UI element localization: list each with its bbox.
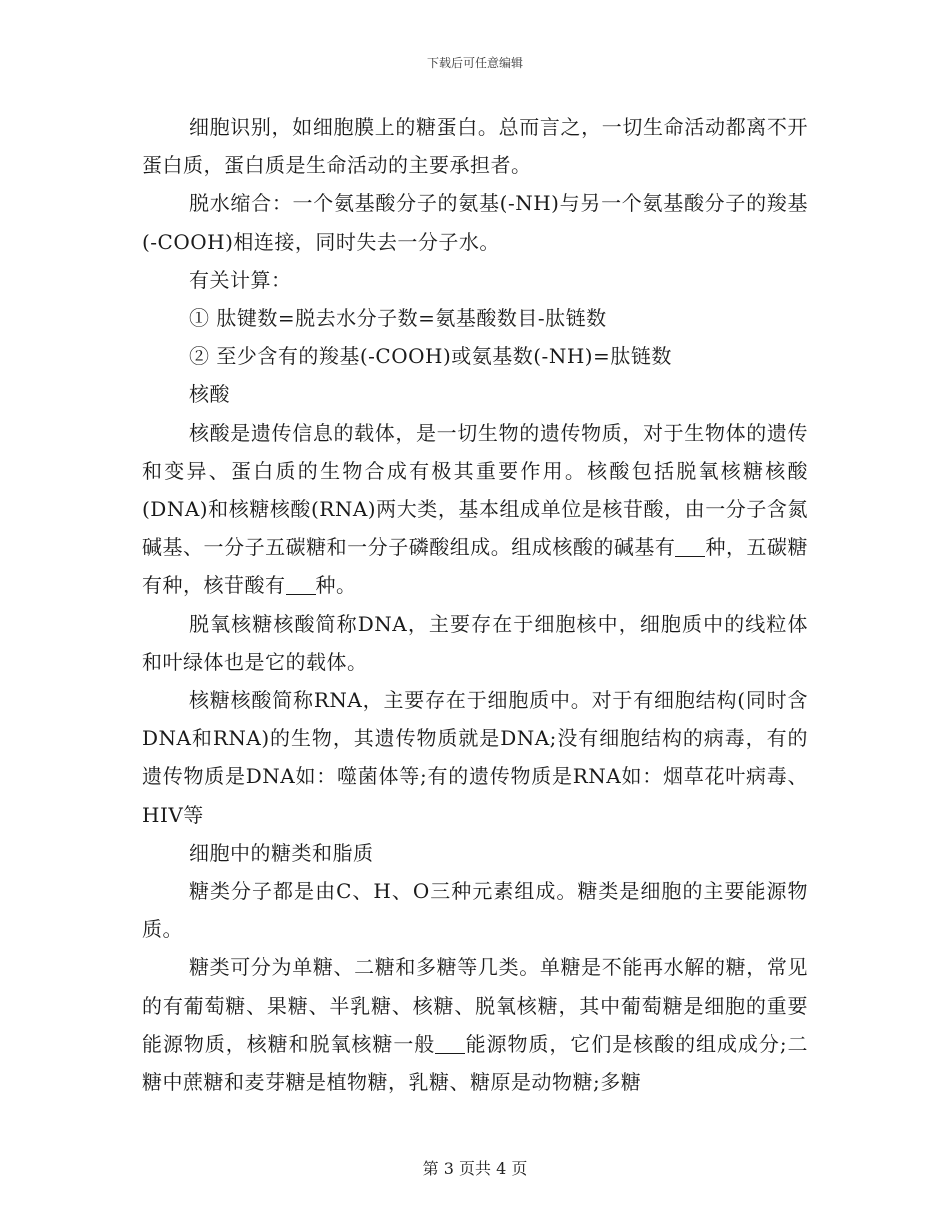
nucleic-text-1: 核酸是遗传信息的载体，是一切生物的遗传物质，对于生物体的遗传和变异、蛋白质的生物合成有极其重要作用。核酸包括脱氧核糖核酸(DNA)和核糖核酸(RNA)两大类，基本组成单位是核苷酸，由一分子含氮碱基、一分子五碳糖和一分子磷酸组成。组成核酸的碱基有	[142, 420, 808, 560]
nucleic-text-2: 种，五碳糖有种，核苷酸有	[142, 535, 809, 598]
paragraph-nucleic-acid	[142, 414, 808, 605]
paragraph-sugar-types	[142, 948, 808, 1101]
paragraph-formula-2: ② 至少含有的羧基(-COOH)或氨基数(-NH)=肽链数	[189, 344, 672, 369]
paragraph-sugar-elements: 糖类分子都是由C、H、O三种元素组成。糖类是细胞的主要能源物质。	[142, 879, 808, 942]
paragraph-dehydration-condensation: 脱水缩合：一个氨基酸分子的氨基(-NH)与另一个氨基酸分子的羧基(-COOH)相连接，同时失去一分子水。	[142, 191, 808, 254]
fill-blank	[435, 1033, 465, 1054]
section-heading-sugars-lipids: 细胞中的糖类和脂质	[189, 840, 374, 865]
nucleic-text-3: 种。	[315, 573, 357, 598]
document-body	[142, 108, 808, 1101]
page-number: 第 3 页共 4 页	[422, 1159, 528, 1178]
page-header: 下载后可任意编辑	[426, 56, 523, 70]
fill-blank	[286, 574, 316, 595]
paragraph-cell-recognition: 细胞识别，如细胞膜上的糖蛋白。总而言之，一切生命活动都离不开蛋白质，蛋白质是生命活动的主要承担者。	[142, 115, 808, 178]
paragraph-calculation-heading: 有关计算：	[189, 267, 292, 292]
sugar-text-1: 糖类可分为单糖、二糖和多糖等几类。单糖是不能再水解的糖，常见的有葡萄糖、果糖、半乳糖、核糖、脱氧核糖，其中葡萄糖是细胞的重要能源物质，核糖和脱氧核糖一般	[142, 955, 808, 1056]
paragraph-rna: 核糖核酸简称RNA，主要存在于细胞质中。对于有细胞结构(同时含DNA和RNA)的生物，其遗传物质就是DNA;没有细胞结构的病毒，有的遗传物质是DNA如：噬菌体等;有的遗传物质是RNA如：烟草花叶病毒、HIV等	[142, 688, 808, 827]
paragraph-dna: 脱氧核糖核酸简称DNA，主要存在于细胞核中，细胞质中的线粒体和叶绿体也是它的载体。	[142, 611, 808, 674]
sugar-text-2: 能源物质，它们是核酸的组成成分;二糖中蔗糖和麦芽糖是植物糖，乳糖、糖原是动物糖;多糖	[142, 1031, 808, 1095]
fill-blank	[675, 536, 705, 557]
paragraph-formula-1: ① 肽键数=脱去水分子数=氨基酸数目-肽链数	[189, 306, 607, 331]
section-heading-nucleic-acid: 核酸	[189, 382, 230, 407]
